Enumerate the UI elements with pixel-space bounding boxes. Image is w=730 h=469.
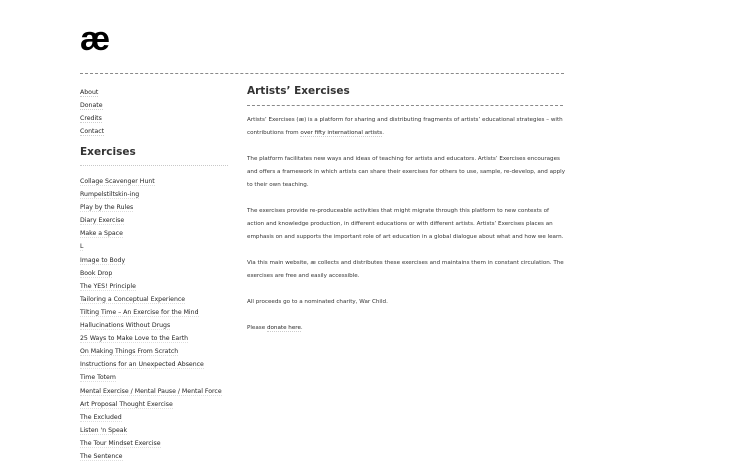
- exercise-link[interactable]: Mental Exercise / Mental Pause / Mental Force: [80, 387, 222, 395]
- exercises-paragraph: The exercises provide re-produceable activities that might migrate through this platform to new contexts of action and knowledge production, in different educations or with different artists. Artists’ Exercises places an emphasis on and supports the important role of art education in a global dialogue about what and how we learn.: [247, 208, 564, 240]
- title-divider: [247, 105, 563, 106]
- exercise-link[interactable]: Tilting Time – An Exercise for the Mind: [80, 308, 199, 316]
- exercise-link[interactable]: Time Totem: [80, 374, 116, 382]
- circulation-paragraph: Via this main website, æ collects and distributes these exercises and maintains them in constant circulation. The exercises are free and easily accessible.: [247, 260, 564, 279]
- artists-link[interactable]: over fifty international artists: [300, 130, 383, 136]
- exercise-link[interactable]: Listen 'n Speak: [80, 426, 128, 434]
- site-logo[interactable]: æ: [80, 20, 110, 58]
- exercise-link[interactable]: The YES! Principle: [80, 282, 136, 290]
- nav-credits[interactable]: [80, 112, 240, 125]
- nav-about[interactable]: [80, 86, 240, 99]
- exercise-link[interactable]: Book Drop: [80, 269, 113, 277]
- exercise-link[interactable]: Art Proposal Thought Exercise: [80, 400, 173, 408]
- sidebar: [80, 86, 240, 463]
- donate-link[interactable]: donate here: [266, 325, 301, 331]
- header-divider: [80, 73, 564, 74]
- exercise-link[interactable]: Diary Exercise: [80, 217, 125, 225]
- exercises-list: [80, 175, 240, 463]
- exercise-link[interactable]: Instructions for an Unexpected Absence: [80, 361, 204, 369]
- nav-donate[interactable]: [80, 99, 240, 112]
- exercise-link[interactable]: Image to Body: [80, 256, 126, 264]
- main-content: [247, 84, 567, 335]
- nav-donate-label: Donate: [80, 102, 103, 109]
- exercise-link[interactable]: Collage Scavenger Hunt: [80, 178, 155, 185]
- exercise-link[interactable]: The Sentence: [80, 452, 123, 460]
- exercise-link[interactable]: Play by the Rules: [80, 204, 134, 212]
- exercise-link[interactable]: 25 Ways to Make Love to the Earth: [80, 335, 189, 343]
- exercise-link[interactable]: The Tour Mindset Exercise: [80, 439, 161, 447]
- nav-contact[interactable]: [80, 125, 240, 138]
- exercise-link[interactable]: L: [80, 243, 84, 251]
- charity-paragraph: All proceeds go to a nominated charity, War Child.: [247, 299, 388, 305]
- page-title: Artists’ Exercises: [247, 85, 350, 97]
- platform-paragraph: The platform facilitates new ways and ideas of teaching for artists and educators. Artists’ Exercises encourages and offers a framework in which artists can share their exercises for others to use, sample, re-develop, and apply to their own teaching.: [247, 156, 566, 188]
- nav-credits-label: Credits: [80, 115, 102, 122]
- exercise-link[interactable]: The Excluded: [80, 413, 122, 421]
- nav-about-label: About: [80, 89, 99, 96]
- exercise-link[interactable]: Make a Space: [80, 230, 123, 238]
- nav-contact-label: Contact: [80, 128, 105, 135]
- exercise-link[interactable]: Rumpelstiltskin-ing: [80, 191, 140, 199]
- exercise-link[interactable]: Tailoring a Conceptual Experience: [80, 295, 186, 303]
- exercise-link[interactable]: Hallucinations Without Drugs: [80, 322, 171, 330]
- intro-paragraph: Artists’ Exercises (æ) is a platform for sharing and distributing fragments of artists’ educational strategies – with contributions from over fifty international artists.: [247, 117, 563, 136]
- donate-paragraph: Please donate here.: [247, 325, 303, 331]
- exercises-heading: Exercises: [80, 145, 228, 166]
- exercise-link[interactable]: On Making Things From Scratch: [80, 348, 179, 356]
